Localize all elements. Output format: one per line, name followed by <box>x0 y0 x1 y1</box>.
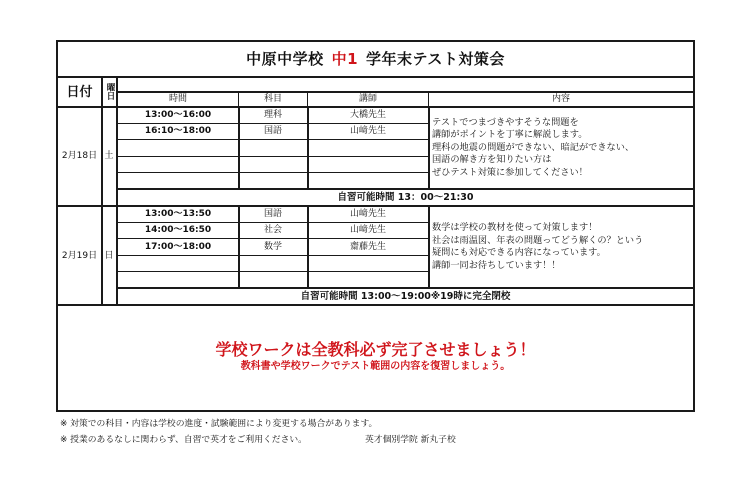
day1-date: 2月18日 <box>61 151 98 161</box>
day2-session1-subject: 国語 <box>263 209 282 219</box>
day1-content-line: ぜひテスト対策に参加してください！ <box>432 166 588 178</box>
day2-date: 2月19日 <box>61 250 98 261</box>
page-title <box>58 42 693 76</box>
day1-session1-subject: 理科 <box>263 109 282 120</box>
header-teacher: 講師 <box>358 93 377 104</box>
divider <box>117 271 429 272</box>
event-name: 学年末テスト対策会 <box>366 49 505 68</box>
day2-session2-time: 14:00〜16:50 <box>144 225 212 235</box>
day1-content-line: 理科の地震の問題ができない、暗記ができない、 <box>432 141 635 153</box>
day1-session2-subject: 国語 <box>263 126 282 136</box>
divider <box>428 91 429 106</box>
day2-session1-teacher: 山﨑先生 <box>349 209 386 219</box>
day2-session2-subject: 社会 <box>263 225 282 235</box>
day2-content-line: 疑問にも対応できる内容になっています。 <box>432 247 606 258</box>
day1-content-line: 講師がポイントを丁寧に解説します。 <box>432 129 588 141</box>
divider <box>238 91 239 106</box>
footer-note-2: ※ 授業のあるなしに関わらず、自習で英才をご利用ください。 <box>60 435 307 445</box>
header-content: 内容 <box>551 93 570 104</box>
day2-session3-time: 17:00〜18:00 <box>144 241 212 252</box>
day2-weekday: 日 <box>104 250 114 261</box>
day2-self-study: 自習可能時間 13:00〜19:00※19時に完全閉校 <box>300 291 511 303</box>
school-name: 中原中学校 <box>246 49 324 68</box>
day2-content-line: 講師一同お待ちしています！！ <box>432 259 561 271</box>
divider <box>56 76 695 78</box>
day1-content <box>432 112 690 184</box>
day2-content-line: 社会は雨温図、年表の問題ってどう解くの？という <box>432 234 644 246</box>
divider <box>117 255 429 256</box>
banner-main: 学校ワークは全教科必ず完了させましょう！ <box>215 340 536 359</box>
divider <box>428 106 430 189</box>
divider <box>117 172 429 173</box>
day1-session2-teacher: 山﨑先生 <box>349 126 386 136</box>
divider <box>117 139 429 140</box>
footer-note-1: ※ 対策での科目・内容は学校の進度・試験範囲により変更する場合があります。 <box>60 419 378 429</box>
day1-weekday: 土 <box>104 151 114 161</box>
header-subject: 科目 <box>263 93 282 104</box>
divider <box>428 206 430 288</box>
day2-session3-subject: 数学 <box>263 241 282 252</box>
header-weekday <box>102 77 117 106</box>
divider <box>56 304 695 306</box>
grade-label: 中1 <box>331 49 359 68</box>
day2-session2-teacher: 山﨑先生 <box>349 225 386 235</box>
footer-organization: 英才個別学院 新丸子校 <box>365 435 456 445</box>
divider <box>117 156 429 157</box>
day1-content-line: 国語の解き方を知りたい方は <box>432 154 552 166</box>
header-date: 日付 <box>66 84 93 100</box>
day1-session1-teacher: 大橋先生 <box>349 109 386 120</box>
header-weekday-label: 曜日 <box>105 83 115 100</box>
banner-sub: 教科書や学校ワークでテスト範囲の内容を復習しましょう。 <box>240 360 511 372</box>
day2-content-line: 数学は学校の教材を使って対策します！ <box>432 222 598 233</box>
day1-content-line: テストでつまづきやすそうな問題を <box>432 116 579 128</box>
day1-self-study: 自習可能時間 13：00〜21:30 <box>337 192 474 204</box>
day1-session1-time: 13:00〜16:00 <box>144 109 212 120</box>
divider <box>307 91 308 106</box>
header-time: 時間 <box>168 93 187 104</box>
day2-session1-time: 13:00〜13:50 <box>144 209 212 219</box>
day2-content <box>432 211 690 283</box>
day2-session3-teacher: 齋藤先生 <box>349 241 386 252</box>
day1-session2-time: 16:10〜18:00 <box>144 126 212 136</box>
